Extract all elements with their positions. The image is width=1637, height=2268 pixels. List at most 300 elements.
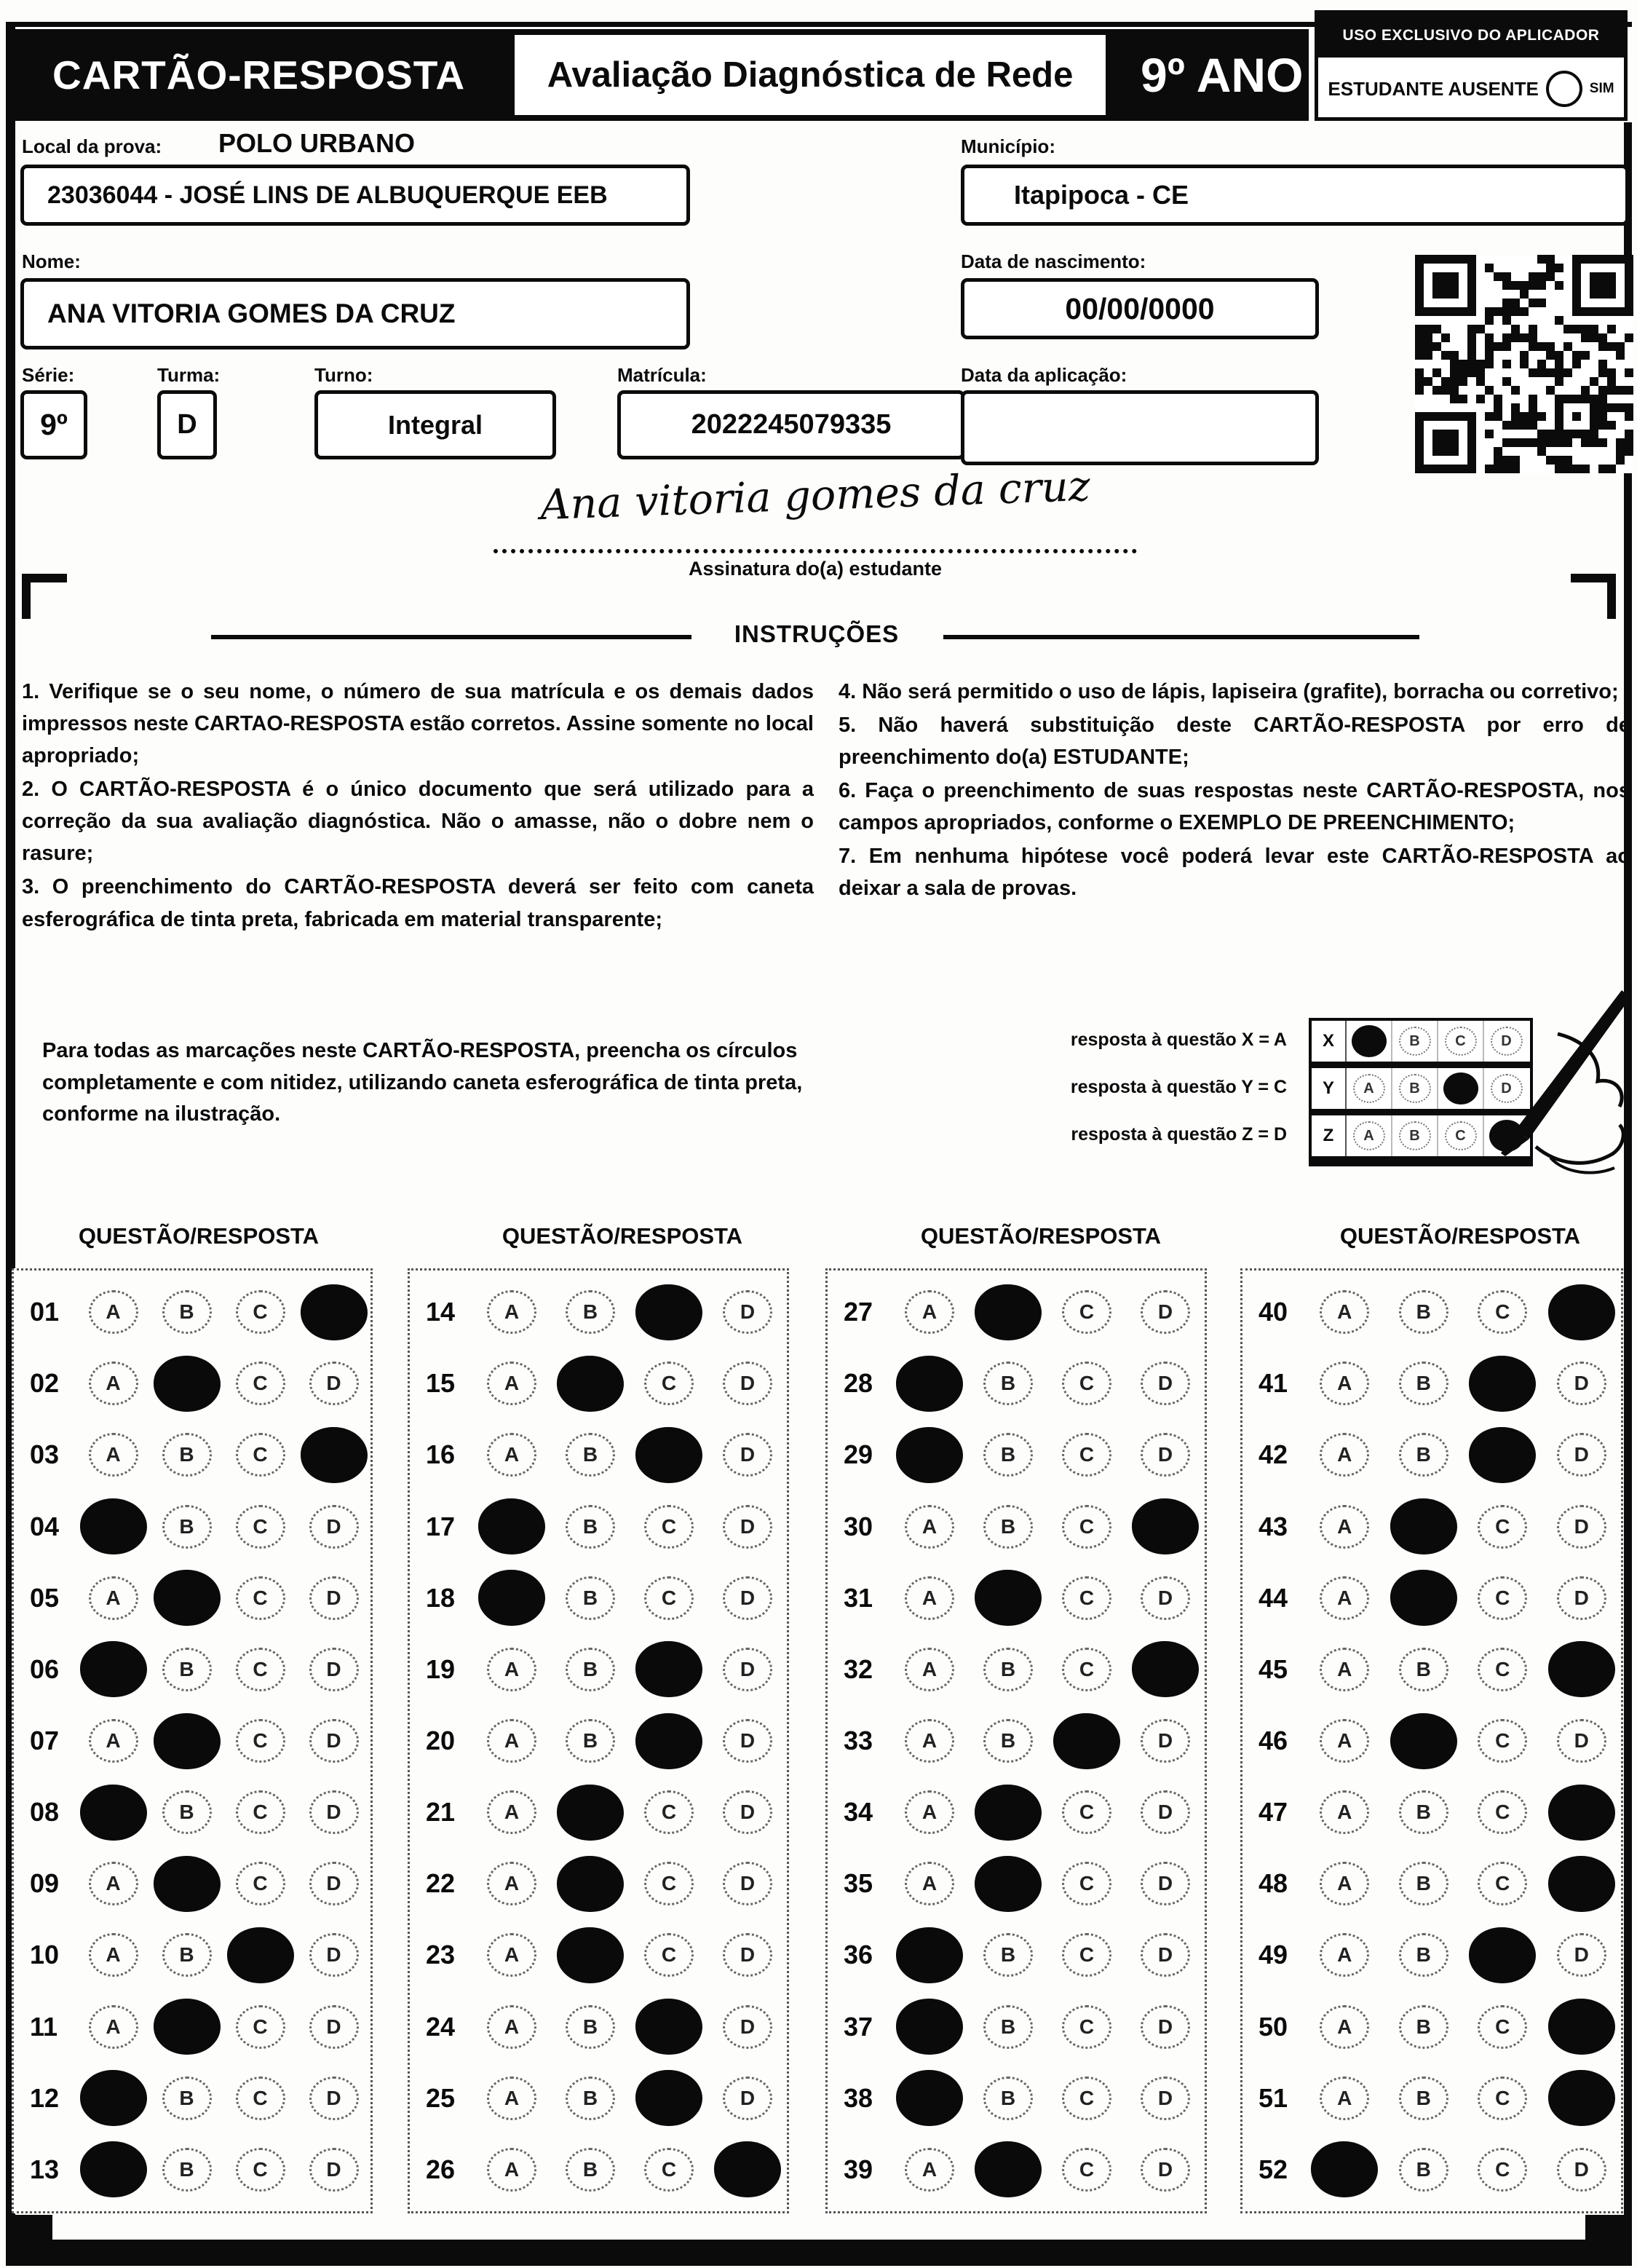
crop-mark-left-v	[22, 574, 31, 619]
bubble-17-D[interactable]: D	[723, 1505, 772, 1549]
bubble-05-A[interactable]: A	[89, 1576, 138, 1620]
answer-slot	[708, 2077, 787, 2120]
bubble-09-D[interactable]: D	[309, 1862, 359, 1905]
bubble-40-A[interactable]: A	[1320, 1290, 1369, 1334]
bubble-08-D[interactable]: D	[309, 1790, 359, 1834]
bubble-04-B[interactable]: B	[162, 1505, 212, 1549]
bubble-28-B[interactable]: B	[983, 1362, 1033, 1405]
bubble-21-D[interactable]: D	[723, 1790, 772, 1834]
bubble-41-C-filled[interactable]	[1469, 1356, 1536, 1412]
bubble-10-C-filled[interactable]	[227, 1927, 294, 1983]
bubble-04-A-filled[interactable]	[80, 1498, 147, 1554]
bubble-06-C[interactable]: C	[236, 1648, 285, 1691]
bubble-28-A-filled[interactable]	[896, 1356, 963, 1412]
bubble-32-A[interactable]: A	[905, 1648, 954, 1691]
bubble-45-A[interactable]: A	[1320, 1648, 1369, 1691]
serie-label: Série:	[22, 364, 75, 386]
bubble-19-A[interactable]: A	[487, 1648, 536, 1691]
bubble-45-B[interactable]: B	[1399, 1648, 1448, 1691]
bubble-01-D-filled[interactable]	[301, 1284, 368, 1340]
answer-slot	[472, 1570, 551, 1626]
bubble-45-D-filled[interactable]	[1548, 1641, 1615, 1697]
bubble-34-D[interactable]: D	[1141, 1790, 1190, 1834]
bubble-23-B-filled[interactable]	[557, 1927, 624, 1983]
serie-field	[20, 390, 87, 459]
bubble-49-A[interactable]: A	[1320, 1933, 1369, 1977]
answer-slot	[1047, 1862, 1126, 1905]
nascimento-label: Data de nascimento:	[961, 250, 1146, 272]
answer-slot	[630, 1713, 708, 1769]
bubble-43-D[interactable]: D	[1557, 1505, 1606, 1549]
bubble-08-C[interactable]: C	[236, 1790, 285, 1834]
nascimento-value: 00/00/0000	[1065, 291, 1215, 325]
bubble-44-D[interactable]: D	[1557, 1576, 1606, 1620]
bubble-17-B[interactable]: B	[566, 1505, 615, 1549]
question-number-04: 04	[30, 1511, 60, 1541]
aplicacao-field	[961, 390, 1319, 465]
bubble-41-D[interactable]: D	[1557, 1362, 1606, 1405]
bubble-32-D-filled[interactable]	[1132, 1641, 1199, 1697]
bubble-26-A[interactable]: A	[487, 2148, 536, 2192]
question-row-37	[828, 1991, 1205, 2063]
bubble-51-D-filled[interactable]	[1548, 2070, 1615, 2126]
bubble-12-C[interactable]: C	[236, 2077, 285, 2120]
answer-slot	[223, 2148, 297, 2192]
bubble-48-C[interactable]: C	[1478, 1862, 1527, 1905]
turno-value: Integral	[387, 409, 483, 440]
bubble-31-A[interactable]: A	[905, 1576, 954, 1620]
bubble-47-D-filled[interactable]	[1548, 1785, 1615, 1841]
bubble-25-B[interactable]: B	[566, 2077, 615, 2120]
answer-slot	[1542, 1719, 1622, 1763]
bubble-07-D[interactable]: D	[309, 1719, 359, 1763]
bubble-37-A-filled[interactable]	[896, 1999, 963, 2055]
bubble-18-B[interactable]: B	[566, 1576, 615, 1620]
bubble-30-B[interactable]: B	[983, 1505, 1033, 1549]
bubble-03-C[interactable]: C	[236, 1433, 285, 1477]
question-row-10	[14, 1919, 370, 1991]
bubble-14-D[interactable]: D	[723, 1290, 772, 1334]
bubble-33-C-filled[interactable]	[1053, 1713, 1120, 1769]
bubble-13-C[interactable]: C	[236, 2148, 285, 2192]
bubble-02-B-filled[interactable]	[154, 1356, 221, 1412]
example-bubble-Z-A: A	[1353, 1121, 1385, 1150]
bubble-51-B[interactable]: B	[1399, 2077, 1448, 2120]
bubble-01-A[interactable]: A	[89, 1290, 138, 1334]
bubble-45-C[interactable]: C	[1478, 1648, 1527, 1691]
pencil-icon	[1448, 990, 1630, 1180]
bubble-07-A[interactable]: A	[89, 1719, 138, 1763]
bubble-27-B-filled[interactable]	[975, 1284, 1042, 1340]
absent-checkbox[interactable]	[1546, 71, 1582, 107]
question-row-36	[828, 1919, 1205, 1991]
bubble-50-A[interactable]: A	[1320, 2005, 1369, 2049]
bubble-35-C[interactable]: C	[1062, 1862, 1111, 1905]
question-row-51	[1242, 2063, 1621, 2134]
bubble-46-C[interactable]: C	[1478, 1719, 1527, 1763]
bubble-18-C[interactable]: C	[644, 1576, 694, 1620]
question-row-06	[14, 1634, 370, 1705]
bubble-14-B[interactable]: B	[566, 1290, 615, 1334]
bubble-50-C[interactable]: C	[1478, 2005, 1527, 2049]
bubble-33-D[interactable]: D	[1141, 1719, 1190, 1763]
bubble-36-C[interactable]: C	[1062, 1933, 1111, 1977]
bubble-09-C[interactable]: C	[236, 1862, 285, 1905]
bubble-20-C-filled[interactable]	[635, 1713, 702, 1769]
question-number-34: 34	[844, 1797, 873, 1828]
bubble-18-A-filled[interactable]	[478, 1570, 545, 1626]
instruction-item: 3. O preenchimento do CARTÃO-RESPOSTA deverá ser feito com caneta esferográfica de tinta preta, fabricada em material transparente;	[22, 875, 814, 931]
answer-slot	[1542, 1505, 1622, 1549]
bubble-19-D[interactable]: D	[723, 1648, 772, 1691]
bubble-49-C-filled[interactable]	[1469, 1927, 1536, 1983]
answer-slot	[76, 1362, 150, 1405]
turno-label: Turno:	[314, 364, 373, 386]
answer-slot	[551, 1856, 630, 1912]
bubble-12-D[interactable]: D	[309, 2077, 359, 2120]
bubble-16-C-filled[interactable]	[635, 1427, 702, 1483]
bubble-12-B[interactable]: B	[162, 2077, 212, 2120]
bubble-11-C[interactable]: C	[236, 2005, 285, 2049]
bubble-29-B[interactable]: B	[983, 1433, 1033, 1477]
bubble-21-A[interactable]: A	[487, 1790, 536, 1834]
answer-slot	[969, 1505, 1047, 1549]
example-cell	[1347, 1021, 1392, 1062]
bubble-24-A[interactable]: A	[487, 2005, 536, 2049]
bubble-07-B-filled[interactable]	[154, 1713, 221, 1769]
bubble-24-D[interactable]: D	[723, 2005, 772, 2049]
bubble-33-A[interactable]: A	[905, 1719, 954, 1763]
bubble-32-B[interactable]: B	[983, 1648, 1033, 1691]
bubble-44-C[interactable]: C	[1478, 1576, 1527, 1620]
bubble-27-C[interactable]: C	[1062, 1290, 1111, 1334]
answer-slot	[708, 1576, 787, 1620]
bubble-34-C[interactable]: C	[1062, 1790, 1111, 1834]
question-row-32	[828, 1634, 1205, 1705]
bubble-48-A[interactable]: A	[1320, 1862, 1369, 1905]
bubble-41-B[interactable]: B	[1399, 1362, 1448, 1405]
bubble-03-D-filled[interactable]	[301, 1427, 368, 1483]
bubble-15-D[interactable]: D	[723, 1362, 772, 1405]
bubble-38-B[interactable]: B	[983, 2077, 1033, 2120]
bubble-23-D[interactable]: D	[723, 1933, 772, 1977]
bubble-10-B[interactable]: B	[162, 1933, 212, 1977]
question-number-46: 46	[1259, 1726, 1288, 1756]
bubble-05-D[interactable]: D	[309, 1576, 359, 1620]
bubble-38-D[interactable]: D	[1141, 2077, 1190, 2120]
bubble-22-C[interactable]: C	[644, 1862, 694, 1905]
question-row-07	[14, 1705, 370, 1777]
bubble-15-B-filled[interactable]	[557, 1356, 624, 1412]
answer-slot	[1542, 1641, 1622, 1697]
answer-slot	[150, 1290, 223, 1334]
bubble-37-B[interactable]: B	[983, 2005, 1033, 2049]
turma-value: D	[177, 409, 197, 440]
answer-slot	[551, 1290, 630, 1334]
bubble-52-D[interactable]: D	[1557, 2148, 1606, 2192]
bubble-08-A-filled[interactable]	[80, 1785, 147, 1841]
bubble-31-D[interactable]: D	[1141, 1576, 1190, 1620]
bubble-13-D[interactable]: D	[309, 2148, 359, 2192]
question-number-01: 01	[30, 1297, 60, 1327]
answer-slot	[150, 1999, 223, 2055]
answer-slot	[1384, 1498, 1464, 1554]
matricula-value: 2022245079335	[691, 409, 892, 440]
bubble-19-B[interactable]: B	[566, 1648, 615, 1691]
bubble-40-C[interactable]: C	[1478, 1290, 1527, 1334]
instructions-left-column	[22, 676, 814, 937]
answer-slot	[1047, 1648, 1126, 1691]
bubble-09-A[interactable]: A	[89, 1862, 138, 1905]
bubble-19-C-filled[interactable]	[635, 1641, 702, 1697]
serie-value: 9º	[40, 408, 68, 441]
bubble-12-A-filled[interactable]	[80, 2070, 147, 2126]
answer-slot	[1463, 1356, 1542, 1412]
bubble-30-A[interactable]: A	[905, 1505, 954, 1549]
bubble-29-C[interactable]: C	[1062, 1433, 1111, 1477]
answer-slot	[1305, 1290, 1384, 1334]
example-text: Para todas as marcações neste CARTÃO-RESPOSTA, preencha os círculos completamente e com nitidez, utilizando caneta esferográfica de tinta preta, conforme na ilustração.	[42, 1039, 803, 1126]
answer-slot	[969, 2005, 1047, 2049]
bubble-23-A[interactable]: A	[487, 1933, 536, 1977]
bubble-47-B[interactable]: B	[1399, 1790, 1448, 1834]
bubble-39-D[interactable]: D	[1141, 2148, 1190, 2192]
bubble-17-A-filled[interactable]	[478, 1498, 545, 1554]
bubble-42-B[interactable]: B	[1399, 1433, 1448, 1477]
subtitle-box	[515, 35, 1106, 115]
bubble-04-D[interactable]: D	[309, 1505, 359, 1549]
bubble-06-D[interactable]: D	[309, 1648, 359, 1691]
bubble-25-C-filled[interactable]	[635, 2070, 702, 2126]
bubble-37-D[interactable]: D	[1141, 2005, 1190, 2049]
bubble-52-B[interactable]: B	[1399, 2148, 1448, 2192]
bubble-35-A[interactable]: A	[905, 1862, 954, 1905]
answer-slot	[890, 1719, 969, 1763]
answer-slot	[223, 1505, 297, 1549]
bubble-20-D[interactable]: D	[723, 1719, 772, 1763]
bubble-34-B-filled[interactable]	[975, 1785, 1042, 1841]
bubble-11-D[interactable]: D	[309, 2005, 359, 2049]
question-column-header-4: QUESTÃO/RESPOSTA	[1339, 1223, 1581, 1249]
bubble-02-A[interactable]: A	[89, 1362, 138, 1405]
bubble-49-D[interactable]: D	[1557, 1933, 1606, 1977]
bubble-22-B-filled[interactable]	[557, 1856, 624, 1912]
bubble-39-B-filled[interactable]	[975, 2141, 1042, 2197]
bubble-44-A[interactable]: A	[1320, 1576, 1369, 1620]
bubble-05-B-filled[interactable]	[154, 1570, 221, 1626]
bubble-26-D-filled[interactable]	[714, 2141, 781, 2197]
bubble-52-A-filled[interactable]	[1311, 2141, 1378, 2197]
question-row-18	[410, 1562, 787, 1634]
bubble-16-D[interactable]: D	[723, 1433, 772, 1477]
bubble-44-B-filled[interactable]	[1390, 1570, 1457, 1626]
bubble-16-B[interactable]: B	[566, 1433, 615, 1477]
bubble-46-A[interactable]: A	[1320, 1719, 1369, 1763]
question-row-34	[828, 1777, 1205, 1848]
bubble-26-B[interactable]: B	[566, 2148, 615, 2192]
instruction-item: 1. Verifique se o seu nome, o número de sua matrícula e os demais dados impressos neste CARTAO-RESPOSTA estão corretos. Assine somente no local apropriado;	[22, 680, 814, 768]
bubble-30-C[interactable]: C	[1062, 1505, 1111, 1549]
bubble-27-A[interactable]: A	[905, 1290, 954, 1334]
bubble-52-C[interactable]: C	[1478, 2148, 1527, 2192]
bubble-25-D[interactable]: D	[723, 2077, 772, 2120]
bubble-35-D[interactable]: D	[1141, 1862, 1190, 1905]
answer-slot	[297, 1648, 370, 1691]
answer-slot	[297, 1427, 370, 1483]
answer-slot	[630, 2070, 708, 2126]
bubble-21-B-filled[interactable]	[557, 1785, 624, 1841]
bubble-36-A-filled[interactable]	[896, 1927, 963, 1983]
bubble-09-B-filled[interactable]	[154, 1856, 221, 1912]
bubble-01-B[interactable]: B	[162, 1290, 212, 1334]
page-bottom-bar	[6, 2240, 1632, 2266]
bubble-38-C[interactable]: C	[1062, 2077, 1111, 2120]
bubble-06-B[interactable]: B	[162, 1648, 212, 1691]
answer-slot	[1542, 2148, 1622, 2192]
bubble-10-D[interactable]: D	[309, 1933, 359, 1977]
bubble-50-B[interactable]: B	[1399, 2005, 1448, 2049]
example-cell	[1392, 1021, 1438, 1062]
bubble-35-B-filled[interactable]	[975, 1856, 1042, 1912]
bubble-47-C[interactable]: C	[1478, 1790, 1527, 1834]
bubble-47-A[interactable]: A	[1320, 1790, 1369, 1834]
answer-slot	[1305, 1648, 1384, 1691]
bubble-33-B[interactable]: B	[983, 1719, 1033, 1763]
answer-slot	[76, 1933, 150, 1977]
bubble-49-B[interactable]: B	[1399, 1933, 1448, 1977]
bubble-04-C[interactable]: C	[236, 1505, 285, 1549]
bubble-48-B[interactable]: B	[1399, 1862, 1448, 1905]
question-number-35: 35	[844, 1868, 873, 1899]
answer-slot	[630, 1576, 708, 1620]
bubble-24-C-filled[interactable]	[635, 1999, 702, 2055]
bubble-39-A[interactable]: A	[905, 2148, 954, 2192]
bubble-11-A[interactable]: A	[89, 2005, 138, 2049]
bubble-03-A[interactable]: A	[89, 1433, 138, 1477]
bubble-51-C[interactable]: C	[1478, 2077, 1527, 2120]
bubble-40-D-filled[interactable]	[1548, 1284, 1615, 1340]
bubble-31-B-filled[interactable]	[975, 1570, 1042, 1626]
bubble-41-A[interactable]: A	[1320, 1362, 1369, 1405]
bubble-40-B[interactable]: B	[1399, 1290, 1448, 1334]
bubble-16-A[interactable]: A	[487, 1433, 536, 1477]
example-bubble-X-B: B	[1399, 1027, 1431, 1056]
turma-label: Turma:	[157, 364, 221, 386]
bubble-36-D[interactable]: D	[1141, 1933, 1190, 1977]
bubble-07-C[interactable]: C	[236, 1719, 285, 1763]
bubble-02-D[interactable]: D	[309, 1362, 359, 1405]
bubble-39-C[interactable]: C	[1062, 2148, 1111, 2192]
bubble-38-A-filled[interactable]	[896, 2070, 963, 2126]
bubble-29-D[interactable]: D	[1141, 1433, 1190, 1477]
bubble-32-C[interactable]: C	[1062, 1648, 1111, 1691]
bubble-24-B[interactable]: B	[566, 2005, 615, 2049]
answer-slot	[297, 1862, 370, 1905]
bubble-43-B-filled[interactable]	[1390, 1498, 1457, 1554]
answer-slot	[630, 1427, 708, 1483]
aplicacao-label: Data da aplicação:	[961, 364, 1127, 386]
bubble-28-D[interactable]: D	[1141, 1362, 1190, 1405]
bubble-28-C[interactable]: C	[1062, 1362, 1111, 1405]
bubble-22-A[interactable]: A	[487, 1862, 536, 1905]
bubble-51-A[interactable]: A	[1320, 2077, 1369, 2120]
bubble-15-C[interactable]: C	[644, 1362, 694, 1405]
bubble-36-B[interactable]: B	[983, 1933, 1033, 1977]
bubble-42-A[interactable]: A	[1320, 1433, 1369, 1477]
question-column-header-3: QUESTÃO/RESPOSTA	[920, 1223, 1162, 1249]
bubble-43-C[interactable]: C	[1478, 1505, 1527, 1549]
bubble-21-C[interactable]: C	[644, 1790, 694, 1834]
bubble-13-A-filled[interactable]	[80, 2141, 147, 2197]
bubble-20-A[interactable]: A	[487, 1719, 536, 1763]
bubble-34-A[interactable]: A	[905, 1790, 954, 1834]
answer-slot	[1047, 1576, 1126, 1620]
example-bubble-Z-B: B	[1399, 1121, 1431, 1150]
bubble-05-C[interactable]: C	[236, 1576, 285, 1620]
bubble-46-D[interactable]: D	[1557, 1719, 1606, 1763]
question-number-24: 24	[426, 2011, 456, 2042]
bubble-10-A[interactable]: A	[89, 1933, 138, 1977]
bubble-46-B-filled[interactable]	[1390, 1713, 1457, 1769]
bubble-15-A[interactable]: A	[487, 1362, 536, 1405]
bubble-03-B[interactable]: B	[162, 1433, 212, 1477]
bubble-14-C-filled[interactable]	[635, 1284, 702, 1340]
question-number-47: 47	[1259, 1797, 1288, 1828]
question-number-09: 09	[30, 1868, 60, 1899]
crop-mark-right-v	[1607, 574, 1616, 619]
bubble-37-C[interactable]: C	[1062, 2005, 1111, 2049]
bubble-25-A[interactable]: A	[487, 2077, 536, 2120]
answer-slot	[890, 2148, 969, 2192]
answer-slot	[1305, 2077, 1384, 2120]
bubble-06-A-filled[interactable]	[80, 1641, 147, 1697]
question-column-header-2: QUESTÃO/RESPOSTA	[502, 1223, 743, 1249]
answer-slot	[1126, 1719, 1205, 1763]
bubble-17-C[interactable]: C	[644, 1505, 694, 1549]
answer-slot	[1463, 2005, 1542, 2049]
bubble-13-B[interactable]: B	[162, 2148, 212, 2192]
answer-slot	[223, 1648, 297, 1691]
bubble-20-B[interactable]: B	[566, 1719, 615, 1763]
bubble-42-C-filled[interactable]	[1469, 1427, 1536, 1483]
bubble-42-D[interactable]: D	[1557, 1433, 1606, 1477]
bubble-26-C[interactable]: C	[644, 2148, 694, 2192]
bubble-48-D-filled[interactable]	[1548, 1856, 1615, 1912]
bubble-50-D-filled[interactable]	[1548, 1999, 1615, 2055]
school-field	[20, 165, 690, 226]
bubble-31-C[interactable]: C	[1062, 1576, 1111, 1620]
bubble-29-A-filled[interactable]	[896, 1427, 963, 1483]
bubble-30-D-filled[interactable]	[1132, 1498, 1199, 1554]
question-number-49: 49	[1259, 1940, 1288, 1970]
aplicador-box	[1315, 10, 1628, 121]
bubble-08-B[interactable]: B	[162, 1790, 212, 1834]
answer-slot	[1384, 1648, 1464, 1691]
bubble-22-D[interactable]: D	[723, 1862, 772, 1905]
bubble-14-A[interactable]: A	[487, 1290, 536, 1334]
bubble-02-C[interactable]: C	[236, 1362, 285, 1405]
bubble-18-D[interactable]: D	[723, 1576, 772, 1620]
answer-slot	[1384, 1433, 1464, 1477]
bubble-11-B-filled[interactable]	[154, 1999, 221, 2055]
answer-slot	[1126, 1641, 1205, 1697]
bubble-01-C[interactable]: C	[236, 1290, 285, 1334]
answer-slot	[1542, 1856, 1622, 1912]
bubble-43-A[interactable]: A	[1320, 1505, 1369, 1549]
answer-slot	[1542, 1999, 1622, 2055]
bubble-27-D[interactable]: D	[1141, 1290, 1190, 1334]
bubble-23-C[interactable]: C	[644, 1933, 694, 1977]
